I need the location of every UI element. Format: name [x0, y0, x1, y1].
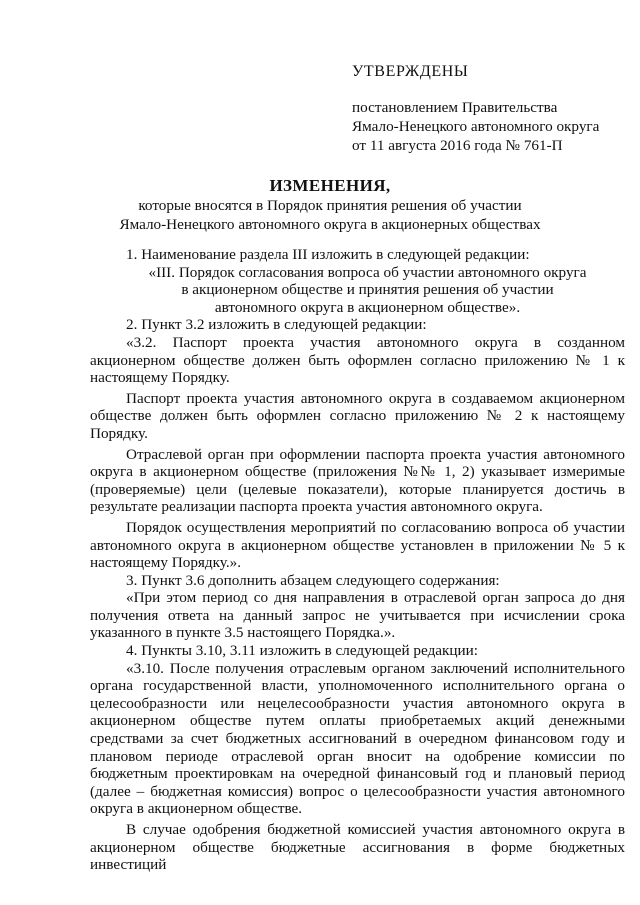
paragraph-3: «3.2. Паспорт проекта участия автономного округа в созданном акционерном обществе должен быть оформлен согласно приложению № 1 к настоящему Порядку. — [90, 333, 625, 387]
subtitle-line-1: которые вносятся в Порядок принятия решения об участии — [138, 197, 522, 214]
paragraph-4: Паспорт проекта участия автономного округа в создаваемом акционерном обществе должен быть оформлен согласно приложению № 2 к настоящему Порядку. — [90, 389, 625, 442]
approval-block — [352, 62, 622, 155]
subtitle-line-2: Ямало-Ненецкого автономного округа в акционерных обществах — [119, 216, 541, 233]
paragraph-1: 1. Наименование раздела III изложить в следующей редакции: — [126, 246, 530, 263]
paragraph-5: Отраслевой орган при оформлении паспорта проекта участия автономного округа в акционерном обществе (приложения №№ 1, 2) указывает измеримые (проверяемые) цели (целевые показатели), которые планируется достичь в результате реализации паспорта проекта участия автономного округа. — [90, 445, 625, 516]
quote-line-1: «III. Порядок согласования вопроса об участии автономного округа — [148, 263, 587, 281]
approval-line-1: постановлением Правительства — [352, 99, 558, 116]
document-subtitle — [90, 196, 570, 234]
approval-line-2: Ямало-Ненецкого автономного округа — [352, 118, 600, 135]
document-title: ИЗМЕНЕНИЯ, — [269, 176, 391, 195]
quote-line-3: автономного округа в акционерном обществе». — [214, 298, 521, 316]
approval-line-3: от 11 августа 2016 года № 761-П — [352, 137, 563, 154]
paragraph-9: 4. Пункты 3.10, 3.11 изложить в следующей редакции: — [126, 642, 479, 660]
paragraph-8: «При этом период со дня направления в отраслевой орган запроса до дня получения ответа на данный запрос не учитывается при исчислении срока указанного в пункте 3.5 настоящего Порядка.». — [90, 589, 625, 642]
paragraph-11: В случае одобрения бюджетной комиссией участия автономного округа в акционерном обществе бюджетные ассигнования в форме бюджетных инвестиций — [90, 821, 625, 874]
quote-line-2: в акционерном обществе и принятия решения об участии — [181, 281, 554, 299]
document-body — [90, 246, 625, 874]
paragraph-6: Порядок осуществления мероприятий по согласованию вопроса об участии автономного округа в акционерном обществе установлен в приложении № 5 к настоящему Порядку.». — [90, 518, 625, 572]
paragraph-7: 3. Пункт 3.6 дополнить абзацем следующего содержания: — [126, 571, 500, 589]
paragraph-10: «3.10. После получения отраслевым органом заключений исполнительного органа государственной власти, уполномоченного исполнительного органа о целесообразности или нецелесообразности участия автономного округа в акционерном обществе путем оплаты приобретаемых акций денежными средствами за счет бюджетных ассигнований в очередном финансовом году и плановом периоде отраслевой орган вносит на одобрение комиссии по бюджетным проектировкам на очередной финансовый год и плановый период (далее – бюджетная комиссия) вопрос о целесообразности участия автономного округа в акционерном обществе. — [90, 659, 625, 818]
paragraph-2: 2. Пункт 3.2 изложить в следующей редакции: — [126, 316, 427, 334]
approval-heading: УТВЕРЖДЕНЫ — [352, 63, 469, 80]
